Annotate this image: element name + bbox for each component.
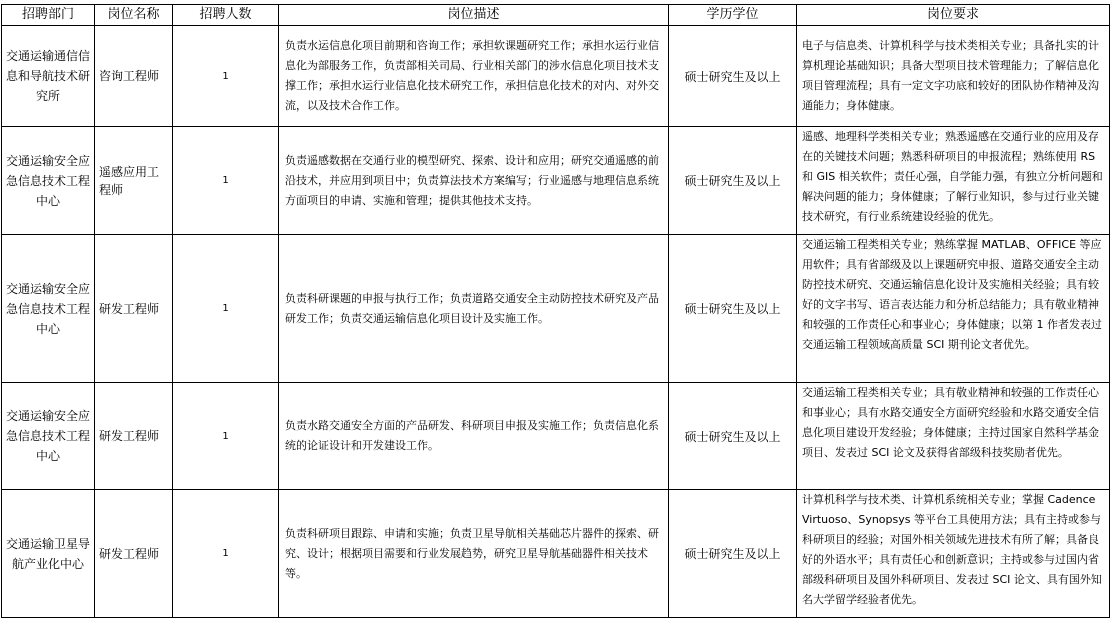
cell-count: 1 bbox=[173, 383, 279, 490]
recruitment-table bbox=[1, 4, 1110, 618]
cell-edu: 硕士研究生及以上 bbox=[669, 26, 797, 127]
cell-req: 电子与信息类、计算机科学与技术类相关专业；具备扎实的计算机理论基础知识；具备大型项目技术管理能力；了解信息化项目管理流程；具有一定文字功底和较好的团队协作精神及沟通能力；身体健康。 bbox=[797, 26, 1110, 127]
cell-title: 遥感应用工程师 bbox=[95, 127, 173, 235]
cell-count: 1 bbox=[173, 490, 279, 618]
cell-dept: 交通运输通信信息和导航技术研究所 bbox=[2, 26, 95, 127]
table-row bbox=[2, 26, 1110, 127]
cell-dept: 交通运输安全应急信息技术工程中心 bbox=[2, 235, 95, 383]
header-count: 招聘人数 bbox=[173, 5, 279, 26]
header-edu: 学历学位 bbox=[669, 5, 797, 26]
header-req: 岗位要求 bbox=[797, 5, 1110, 26]
header-title: 岗位名称 bbox=[95, 5, 173, 26]
table-header bbox=[2, 5, 1110, 26]
cell-desc: 负责水运信息化项目前期和咨询工作；承担软课题研究工作；承担水运行业信息化为部服务工作，负责部相关司局、行业相关部门的涉水信息化项目技术支撑工作；承担水运行业信息化技术研究工作，承担信息化技术的对内、对外交流，以及技术合作工作。 bbox=[279, 26, 669, 127]
table-body bbox=[2, 26, 1110, 618]
cell-edu: 硕士研究生及以上 bbox=[669, 235, 797, 383]
cell-title: 研发工程师 bbox=[95, 383, 173, 490]
cell-req: 遥感、地理科学类相关专业；熟悉遥感在交通行业的应用及存在的关键技术问题；熟悉科研项目的申报流程；熟练使用 RS 和 GIS 相关软件；责任心强，自学能力强，有独立分析问题和解决问题的能力；身体健康；了解行业知识，参与过行业关键技术研究，有行业系统建设经验的优先。 bbox=[797, 127, 1110, 235]
header-desc: 岗位描述 bbox=[279, 5, 669, 26]
cell-edu: 硕士研究生及以上 bbox=[669, 383, 797, 490]
cell-desc: 负责科研课题的申报与执行工作；负责道路交通安全主动防控技术研究及产品研发工作；负责交通运输信息化项目设计及实施工作。 bbox=[279, 235, 669, 383]
cell-title: 咨询工程师 bbox=[95, 26, 173, 127]
cell-edu: 硕士研究生及以上 bbox=[669, 127, 797, 235]
cell-dept: 交通运输卫星导航产业化中心 bbox=[2, 490, 95, 618]
cell-req: 计算机科学与技术类、计算机系统相关专业；掌握 Cadence Virtuoso、Synopsys 等平台工具使用方法；具有主持或参与科研项目的经验；对国外相关领域先进技术有所了解；具备良好的外语水平；具有责任心和创新意识；主持或参与过国内省部级科研项目及国外科研项目、发表过 SCI 论文、具有国外知名大学留学经验者优先。 bbox=[797, 490, 1110, 618]
table-row bbox=[2, 490, 1110, 618]
table-row bbox=[2, 235, 1110, 383]
cell-req: 交通运输工程类相关专业；熟练掌握 MATLAB、OFFICE 等应用软件；具有省部级及以上课题研究申报、道路交通安全主动防控技术研究、交通运输信息化设计及实施相关经验；具有较好的文字书写、语言表达能力和分析总结能力；具有敬业精神和较强的工作责任心和事业心；身体健康；以第 1 作者发表过交通运输工程领域高质量 SCI 期刊论文者优先。 bbox=[797, 235, 1110, 383]
table-row bbox=[2, 383, 1110, 490]
cell-edu: 硕士研究生及以上 bbox=[669, 490, 797, 618]
header-row bbox=[2, 5, 1110, 26]
cell-count: 1 bbox=[173, 26, 279, 127]
cell-desc: 负责遥感数据在交通行业的模型研究、探索、设计和应用；研究交通遥感的前沿技术，并应用到项目中；负责算法技术方案编写；行业遥感与地理信息系统方面项目的申请、实施和管理；提供其他技术支持。 bbox=[279, 127, 669, 235]
cell-count: 1 bbox=[173, 235, 279, 383]
cell-title: 研发工程师 bbox=[95, 490, 173, 618]
cell-req: 交通运输工程类相关专业；具有敬业精神和较强的工作责任心和事业心；具有水路交通安全方面研究经验和水路交通安全信息化项目建设开发经验；身体健康；主持过国家自然科学基金项目、发表过 SCI 论文及获得省部级科技奖励者优先。 bbox=[797, 383, 1110, 490]
cell-dept: 交通运输安全应急信息技术工程中心 bbox=[2, 127, 95, 235]
cell-title: 研发工程师 bbox=[95, 235, 173, 383]
cell-desc: 负责科研项目跟踪、申请和实施；负责卫星导航相关基础芯片器件的探索、研究、设计；根据项目需要和行业发展趋势，研究卫星导航基础器件相关技术等。 bbox=[279, 490, 669, 618]
cell-count: 1 bbox=[173, 127, 279, 235]
cell-dept: 交通运输安全应急信息技术工程中心 bbox=[2, 383, 95, 490]
header-dept: 招聘部门 bbox=[2, 5, 95, 26]
table-row bbox=[2, 127, 1110, 235]
cell-desc: 负责水路交通安全方面的产品研发、科研项目申报及实施工作；负责信息化系统的论证设计和开发建设工作。 bbox=[279, 383, 669, 490]
